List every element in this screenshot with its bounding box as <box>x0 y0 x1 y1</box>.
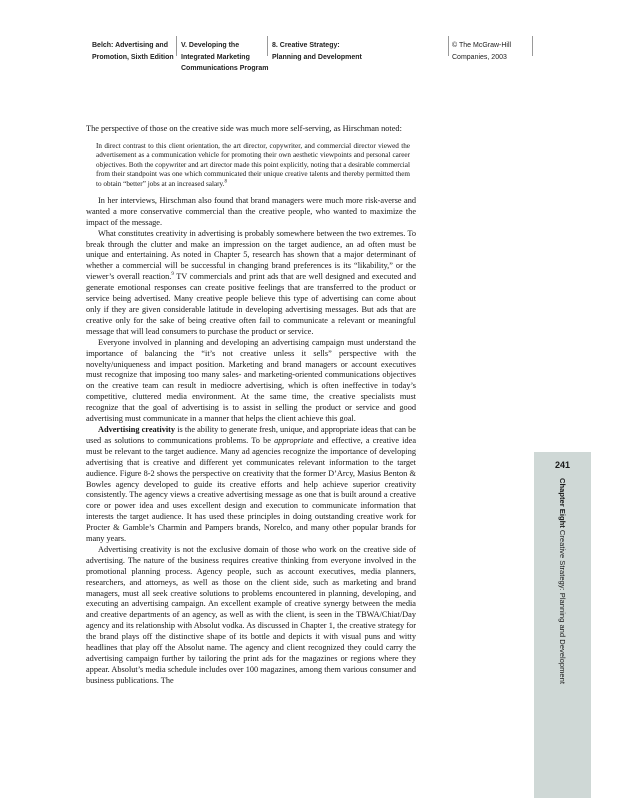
paragraph: In her interviews, Hirschman also found that brand managers were much more risk-averse and wanted a more conservative commercial than the creative people, who wanted to maximize the impact of the message. <box>86 195 416 227</box>
header-part-title: V. Developing the Integrated Marketing Communications Program <box>181 42 269 72</box>
paragraph: Advertising creativity is not the exclusive domain of those who work on the creative side of advertising. The nature of the business requires creative thinking from everyone involved in the promotional planning process. Agency people, such as account executives, media planners, researchers, and attorneys, as well as those on the client side, such as marketing and brand managers, must all seek creative solutions to problems encountered in planning, developing, and executing an advertising campaign. An excellent example of creative synergy between the media and creative departments of an agency, as well as with the client, is seen in the TBWA/Chiat/Day agency and its relationship with Absolut vodka. As discussed in Chapter 1, the creative strategy for the brand plays off the distinctive shape of its bottle and depicts it with visual puns and witty headlines that play off the Absolut name. The agency and client recognized they could carry the advertising campaign further by tailoring the print ads for the magazines or regions where they appear. Absolut’s media schedule includes over 100 magazines, among them various consumer and business publications. The <box>86 544 416 685</box>
page-number: 241 <box>554 460 571 470</box>
footnote-ref: 8 <box>224 179 227 185</box>
paragraph: Advertising creativity is the ability to generate fresh, unique, and appropriate ideas that can be used as solutions to communications problems. To be appropriate and effective, a creative idea must be relevant to the target audience. Many ad agencies recognize the importance of developing advertising that is creative and different yet communicates relevant information to the target audience. Figure 8-2 shows the perspective on creativity that the former D’Arcy, Masius Benton & Bowles agency developed to guide its creative efforts and help achieve superior creativity consistently. The agency views a creative advertising message as one that is built around a creative core or power idea and uses excellent design and execution to communicate information that interests the target audience. It has used these principles in doing outstanding creative work for Procter & Gamble’s Charmin and Pampers brands, Norelco, and many other popular brands for many years. <box>86 424 417 544</box>
chapter-number: Chapter Eight <box>558 478 567 528</box>
header-chapter-title: 8. Creative Strategy: Planning and Development <box>272 42 362 61</box>
running-header <box>0 36 617 106</box>
header-divider <box>448 36 449 56</box>
header-copyright: © The McGraw-Hill Companies, 2003 <box>452 42 512 61</box>
paragraph: What constitutes creativity in advertising is probably somewhere between the two extremes. To break through the clutter and make an impression on the target audience, an ad often must be unique and entertaining. As noted in Chapter 5, research has shown that a major determinant of whether a commercial will be successful in changing brand preferences is its “likability,” or the viewer’s overall reaction.$^9$ TV commercials and print ads that are well designed and executed and generate emotional responses can create positive feelings that are transferred to the product or service being advertised. Many creative people believe this type of advertising can come about only if they are given considerable latitude in developing advertising messages. But ads that are creative only for the sake of being creative often fail to communicate a relevant or meaningful message that will lead consumers to purchase the product or service. <box>86 228 416 336</box>
chapter-tab <box>534 452 591 798</box>
paragraph: The perspective of those on the creative side was much more self-serving, as Hirschman noted: <box>86 124 402 133</box>
chapter-name: Creative Strategy: Planning and Development <box>558 527 567 684</box>
chapter-label <box>534 478 591 778</box>
emphasis: appropriate <box>274 435 314 445</box>
footnote-ref: 9 <box>171 272 174 278</box>
body-text <box>86 124 416 687</box>
header-divider <box>267 36 268 56</box>
header-divider <box>532 36 533 56</box>
block-quote: In direct contrast to this client orientation, the art director, copywriter, and commercial director viewed the advertisement as a communication vehicle for promoting their own aesthetic viewpoints and personal career objectives. Both the copywriter and art director made this point explicitly, noting that a desirable commercial from their standpoint was one which communicated their unique creative talents and thereby permitted them to obtain “better” jobs at an increased salary.$^8$ <box>96 141 410 188</box>
paragraph: Everyone involved in planning and developing an advertising campaign must understand the importance of balancing the “it’s not creative unless it sells” perspective with the novelty/uniqueness and impact position. Marketing and brand managers or account executives must recognize that imposing too many sales- and marketing-oriented communications objectives on the creative team can result in mediocre advertising, which is often ineffective in today’s competitive, cluttered media environment. At the same time, the creative specialists must recognize that the goal of advertising is to assist in selling the product or service and good advertising must communicate in a manner that helps the client achieve this goal. <box>86 337 416 424</box>
header-book-title: Belch: Advertising and Promotion, Sixth Edition <box>92 42 174 61</box>
key-term: Advertising creativity <box>98 424 176 434</box>
header-divider <box>176 36 177 56</box>
